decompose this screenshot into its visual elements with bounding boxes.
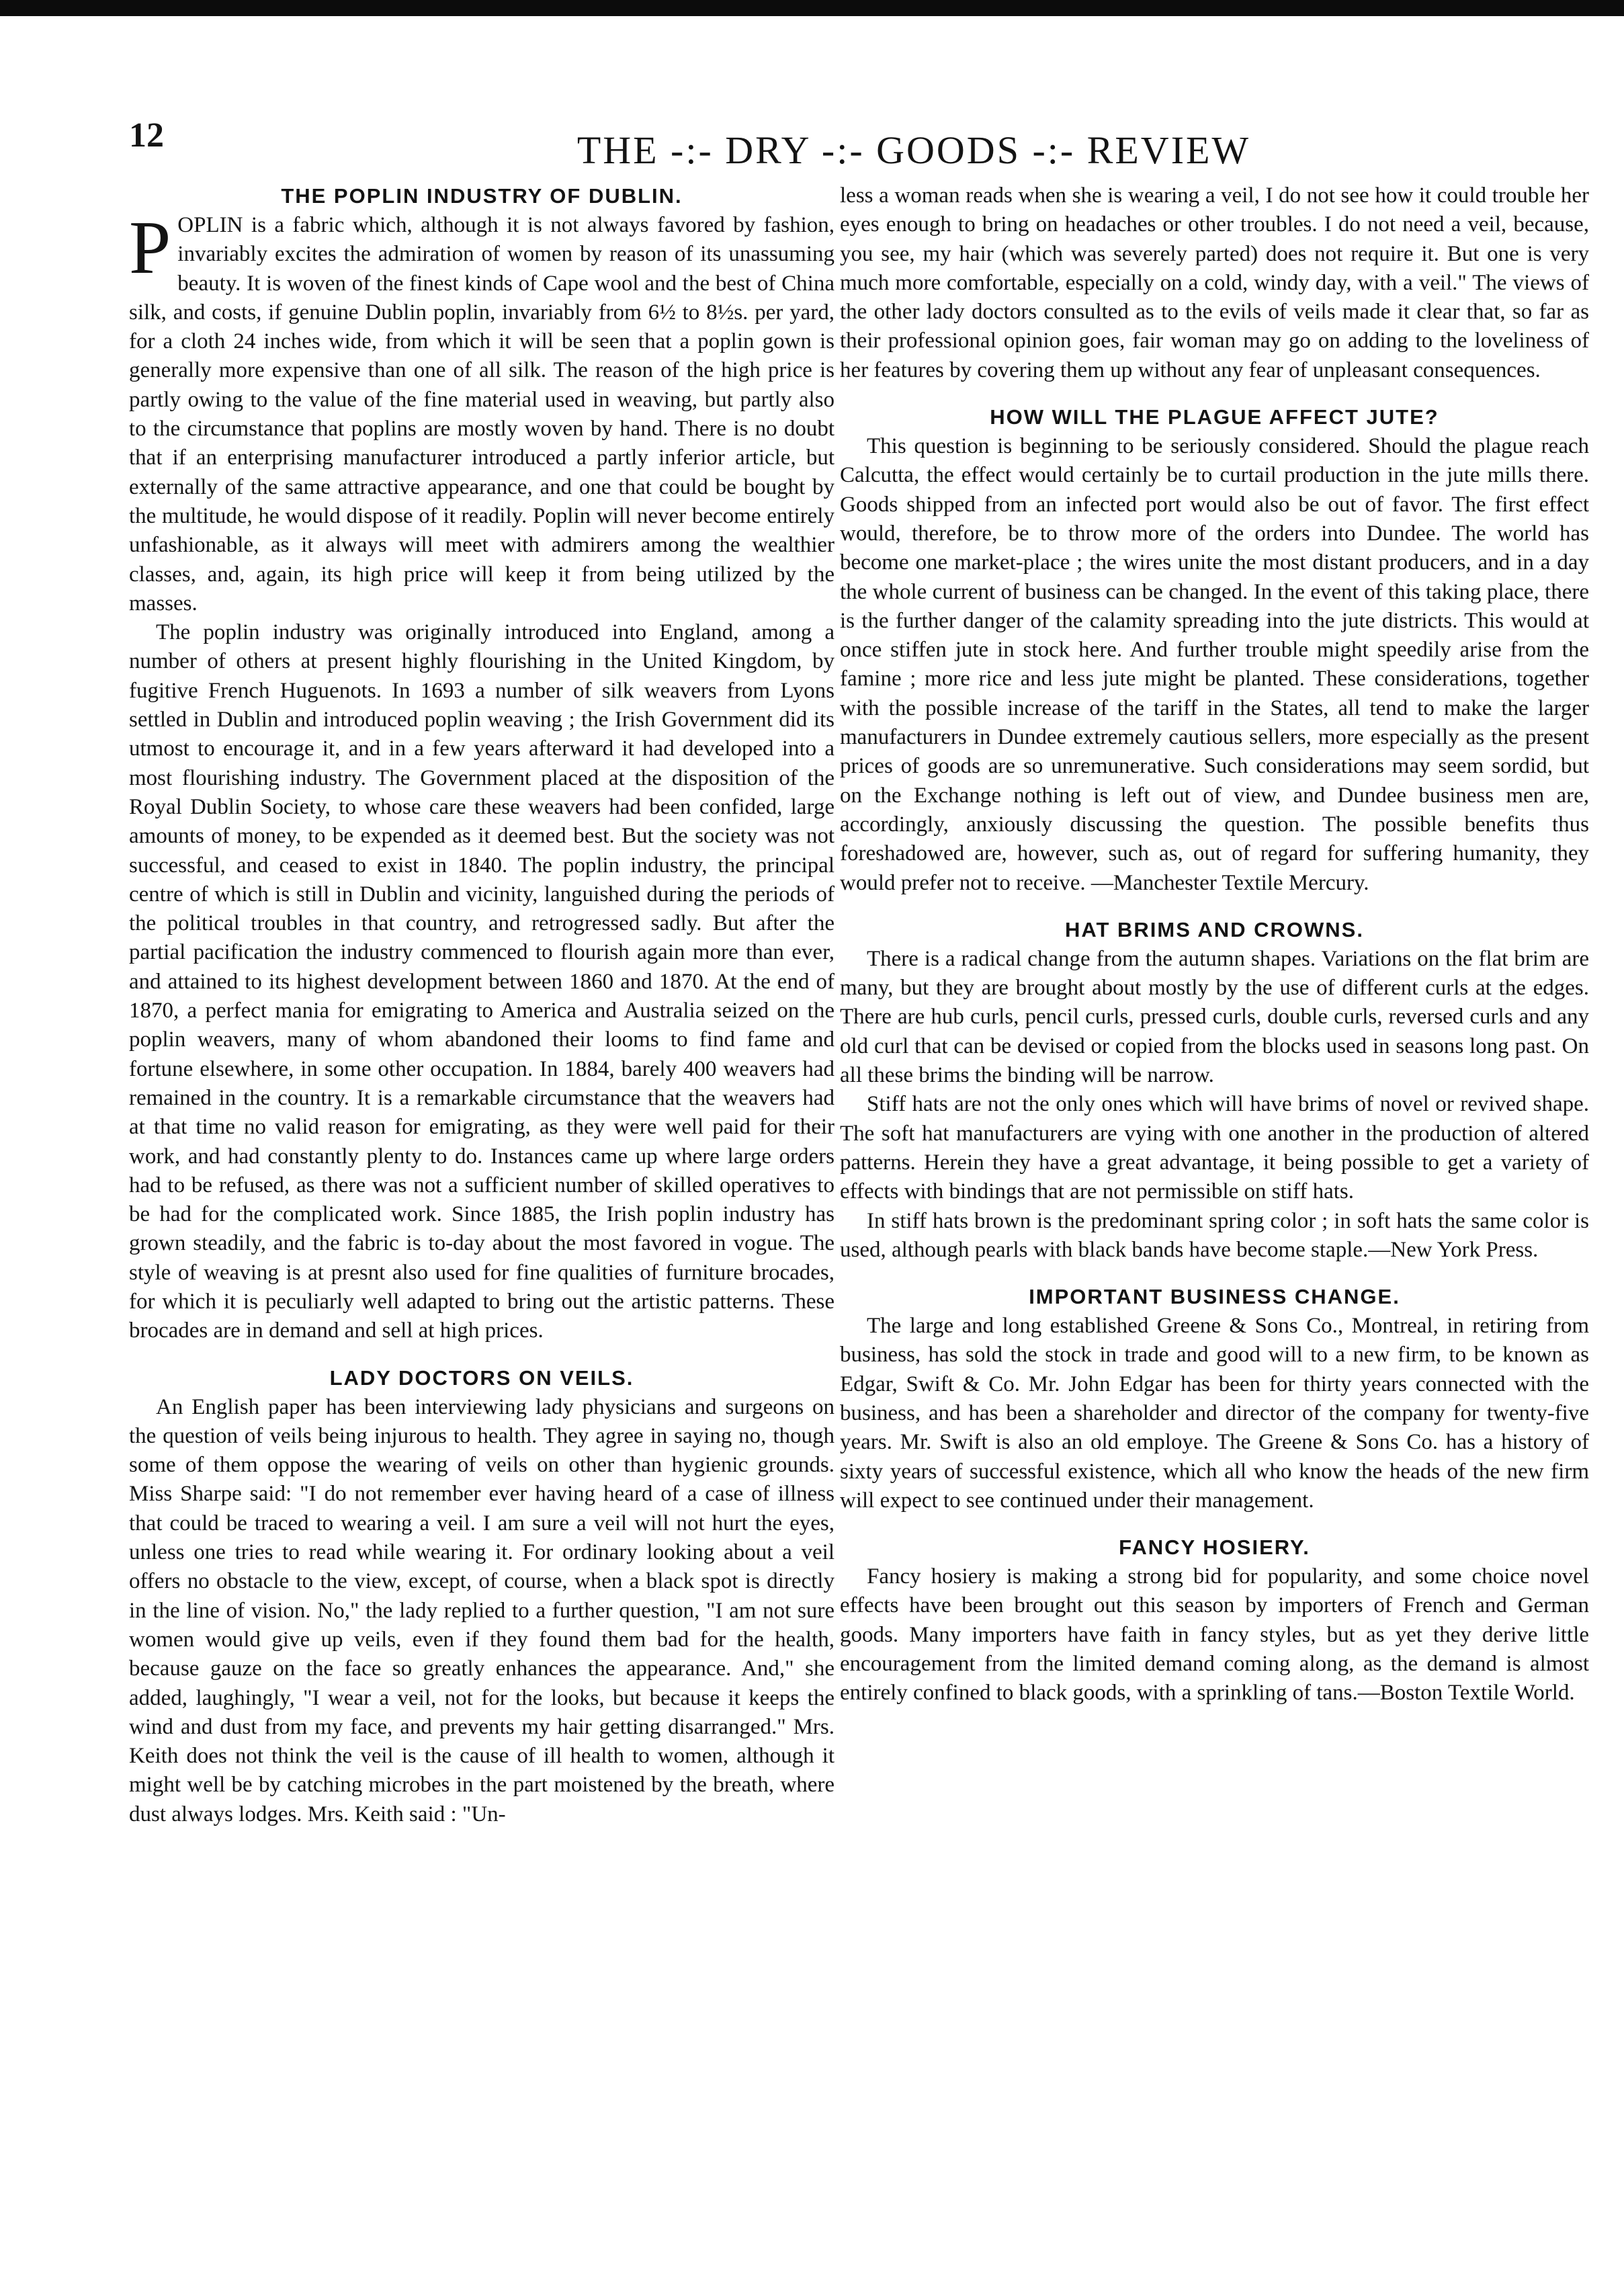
article-paragraph: The large and long established Greene & Sons Co., Montreal, in retiring from business, has sold the stock in trade and good will to a new firm, to be known as Edgar, Swift & Co. Mr. John Edgar has been for thirty years connected with the business, and has been a shareholder and director of the company for twenty-five years. Mr. Swift is also an old employe. The Greene & Sons Co. has a history of sixty years of successful existence, which all who know the heads of the new firm will expect to see continued under their management. bbox=[840, 1314, 1589, 1513]
section-gap bbox=[840, 1265, 1589, 1282]
right-column bbox=[840, 181, 1589, 1708]
section-gap bbox=[840, 898, 1589, 915]
paragraph-text: OPLIN is a fabric which, although it is not always favored by fashion, invariably excites the admiration of women by reason of its unassuming beauty. It is woven of the finest kinds of Cape wool and the best of China silk, and costs, if genuine Dublin poplin, invariably from 6½ to 8½s. per yard, for a cloth 24 inches wide, from which it will be seen that a poplin gown is generally more expensive than one of all silk. The reason of the high price is partly owing to the value of the fine material used in weaving, but partly also to the circumstance that poplins are mostly woven by hand. There is no doubt that if an enterprising manufacturer introduced a partly inferior article, but externally of the same attractive appearance, and one that could be bought by the multitude, he would dispose of it readily. Poplin will never become entirely unfashionable, as it always will meet with admirers among the wealthier classes, and, again, its high price will keep it from being utilized by the masses. bbox=[129, 213, 835, 616]
article-hats bbox=[840, 915, 1589, 1265]
section-gap bbox=[840, 1515, 1589, 1533]
article-veils-continued bbox=[840, 181, 1589, 385]
masthead: THE -:- DRY -:- GOODS -:- REVIEW bbox=[576, 128, 1251, 172]
article-paragraph: An English paper has been interviewing lady physicians and surgeons on the question of veils being injurous to health. They agree in saying no, though some of them oppose the wearing of veils on other than hygienic grounds. Miss Sharpe said: "I do not remember ever having heard of a case of illness that could be traced to wearing a veil. I am sure a veil will not hurt the eyes, unless one tries to read while wearing it. For ordinary looking about a veil offers no obstacle to the view, except, of course, when a black spot is directly in the line of vision. No," the lady replied to a further question, "I am not sure women would give up veils, even if they found them bad for the health, because gauze on the face so greatly enhances the appearance. And," she added, laughingly, "I wear a veil, not for the looks, but because it keeps the wind and dust from my face, and prevents my hair getting disarranged." Mrs. Keith does not think the veil is the cause of ill health to women, although it might well be by catching microbes in the part moistened by the breath, where dust always lodges. Mrs. Keith said : "Un- bbox=[129, 1394, 835, 1826]
article-plague bbox=[840, 403, 1589, 898]
article-paragraph: The poplin industry was originally introduced into England, among a number of others at present highly flourishing in the United Kingdom, by fugitive French Huguenots. In 1693 a number of silk weavers from Lyons settled in Dublin and introduced poplin weaving ; the Irish Government did its utmost to encourage it, and in a few years afterward it had developed into a most flourishing industry. The Government placed at the disposition of the Royal Dublin Society, to whose care these weavers had been confided, large amounts of money, to be expended as it deemed best. But the society was not successful, and ceased to exist in 1840. The poplin industry, the principal centre of which is still in Dublin and vicinity, languished during the periods of the political troubles in that country, and retrogressed sadly. But after the partial pacification the industry commenced to flourish again more than ever, and attained to its highest development between 1860 and 1870. At the end of 1870, a perfect mania for emigrating to America and Australia seized on the poplin weavers, many of whom abandoned their looms to find fame and fortune elsewhere, in some other occupation. In 1884, barely 400 weavers had remained in the country. It is a remarkable circumstance that the weavers had at that time no valid reason for emigrating, as they were well paid for their work, and had constantly plenty to do. Instances came up where large orders had to be refused, as there was not a sufficient number of skilled operatives to be had for the complicated work. Since 1885, the Irish poplin industry has grown steadily, and the fabric is to-day about the most favored in vogue. The style of weaving is at presnt also used for fine qualities of furniture brocades, for which it is peculiarly well adapted to bring out the artistic patterns. These brocades are in demand and sell at high prices. bbox=[129, 620, 835, 1343]
article-paragraph bbox=[129, 206, 835, 618]
section-gap bbox=[840, 385, 1589, 403]
article-heading-plague: HOW WILL THE PLAGUE AFFECT JUTE? bbox=[990, 405, 1439, 429]
article-paragraph: In stiff hats brown is the predominant spring color ; in soft hats the same color is used, although pearls with black bands have become staple.—New York Press. bbox=[840, 1208, 1589, 1262]
article-heading-business: IMPORTANT BUSINESS CHANGE. bbox=[1029, 1285, 1400, 1309]
article-paragraph: Stiff hats are not the only ones which will have brims of novel or revived shape. The soft hat manufacturers are vying with one another in the production of altered patterns. Herein they have a great advantage, it being possible to get a variety of effects with bindings that are not permissible on stiff hats. bbox=[840, 1092, 1589, 1204]
article-paragraph: Fancy hosiery is making a strong bid for popularity, and some choice novel effects have been brought out this season by importers of French and German goods. Many importers have faith in fancy styles, but as yet they derive little encouragement from the limited demand coming along, as the demand is almost entirely confined to black goods, with a sprinkling of tans.—Boston Textile World. bbox=[840, 1564, 1589, 1705]
page-number: 12 bbox=[129, 116, 164, 155]
article-heading-hats: HAT BRIMS AND CROWNS. bbox=[1065, 917, 1364, 941]
section-gap bbox=[129, 1346, 835, 1363]
article-paragraph: This question is beginning to be seriously considered. Should the plague reach Calcutta, the effect would certainly be to curtail production in the jute mills there. Goods shipped from an infected port would also be out of favor. The first effect would, therefore, be to throw more of the orders into Dundee. The world has become one market-place ; the wires unite the most distant producers, and in a day the whole current of business can be changed. In the event of this taking place, there is the further danger of the calamity spreading into the jute districts. This would at once stiffen jute in stock here. And further trouble might speedily arise from the famine ; more rice and less jute might be planted. These considerations, together with the possible increase of the tariff in the States, all tend to make the larger manufacturers in Dundee extremely cautious sellers, more especially as the present prices of goods are so unremunerative. Such considerations may seem sordid, but on the Exchange nothing is left out of view, and Dundee business men are, accordingly, anxiously discussing the question. The possible benefits thus foreshadowed are, however, such as, out of regard for suffering humanity, they would prefer not to receive. —Manchester Textile Mercury. bbox=[840, 434, 1589, 895]
article-paragraph-continued: less a woman reads when she is wearing a veil, I do not see how it could trouble her eyes enough to bring on headaches or other troubles. I do not need a veil, because, you see, my hair (which was severely parted) does not require it. But one is very much more comfortable, especially on a cold, windy day, with a veil." The views of the other lady doctors consulted as to the evils of veils made it clear that, so far as their professional opinion goes, fair woman may go on adding to the loveliness of her features by covering them up without any fear of unpleasant consequences. bbox=[840, 183, 1589, 382]
article-poplin bbox=[129, 181, 835, 1346]
drop-cap: P bbox=[129, 206, 171, 290]
article-heading-veils: LADY DOCTORS ON VEILS. bbox=[329, 1365, 634, 1390]
article-paragraph: There is a radical change from the autumn shapes. Variations on the flat brim are many, but they are brought about mostly by the use of different curls at the edges. There are hub curls, pencil curls, pressed curls, double curls, reversed curls and any old curl that can be devised or copied from the blocks used in seasons long past. On all these brims the binding will be narrow. bbox=[840, 946, 1589, 1088]
article-heading-poplin: THE POPLIN INDUSTRY OF DUBLIN. bbox=[281, 184, 683, 208]
left-column bbox=[129, 181, 835, 1829]
article-heading-hosiery: FANCY HOSIERY. bbox=[1119, 1535, 1310, 1560]
article-business bbox=[840, 1282, 1589, 1515]
article-veils bbox=[129, 1363, 835, 1829]
top-edge-rule bbox=[0, 0, 1624, 16]
article-hosiery bbox=[840, 1533, 1589, 1708]
